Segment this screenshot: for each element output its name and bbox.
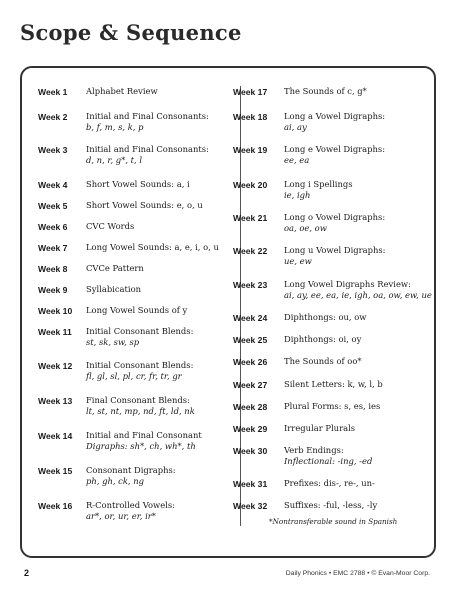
week-entry: [233, 423, 433, 435]
week-entry: [233, 334, 433, 346]
week-label: Week 13: [38, 396, 73, 406]
week-label: Week 4: [38, 180, 68, 190]
week-label: Week 10: [38, 306, 73, 316]
week-entry: [38, 221, 234, 233]
week-label: Week 9: [38, 285, 68, 295]
week-topic-detail: ie, igh: [284, 190, 311, 200]
week-topic: Verb Endings:: [284, 445, 344, 455]
week-topic: Syllabication: [86, 284, 142, 294]
week-topic: Diphthongs: ou, ow: [284, 312, 367, 322]
week-label: Week 30: [233, 446, 268, 456]
week-label: Week 11: [38, 327, 72, 337]
week-entry: [233, 500, 433, 512]
week-entry: [38, 86, 234, 98]
week-label: Week 1: [38, 87, 68, 97]
week-topic: Initial Consonant Blends:: [86, 360, 194, 370]
week-entry: [233, 312, 433, 324]
week-topic: Irregular Plurals: [284, 423, 356, 433]
week-topic: Long Vowel Sounds: a, e, i, o, u: [86, 242, 219, 252]
week-label: Week 12: [38, 361, 73, 371]
week-entry: [233, 279, 433, 301]
week-topic: Long a Vowel Digraphs:: [284, 111, 386, 121]
footnote: *Nontransferable sound in Spanish: [269, 517, 398, 526]
week-label: Week 3: [38, 145, 68, 155]
week-entry: [38, 144, 234, 166]
week-label: Week 21: [233, 213, 268, 223]
week-label: Week 26: [233, 357, 268, 367]
week-entry: [38, 284, 234, 296]
week-topic-detail: b, f, m, s, k, p: [86, 122, 144, 132]
week-label: Week 5: [38, 201, 68, 211]
week-topic-detail: ue, ew: [284, 256, 312, 266]
week-topic: Long e Vowel Digraphs:: [284, 144, 386, 154]
week-entry: [233, 245, 433, 267]
week-topic: CVC Words: [86, 221, 135, 231]
week-label: Week 16: [38, 501, 73, 511]
week-topic: Short Vowel Sounds: a, i: [86, 179, 190, 189]
week-label: Week 17: [233, 87, 268, 97]
week-topic: Short Vowel Sounds: e, o, u: [86, 200, 203, 210]
week-label: Week 14: [38, 431, 73, 441]
week-entry: [38, 179, 234, 191]
week-label: Week 23: [233, 280, 268, 290]
week-topic: Initial Consonant Blends:: [86, 326, 194, 336]
week-topic: Silent Letters: k, w, l, b: [284, 379, 383, 389]
week-entry: [38, 111, 234, 133]
week-label: Week 32: [233, 501, 268, 511]
week-label: Week 27: [233, 380, 268, 390]
week-entry: [38, 430, 234, 452]
week-label: Week 20: [233, 180, 268, 190]
week-topic: Prefixes: dis-, re-, un-: [284, 478, 375, 488]
week-topic: The Sounds of c, g*: [284, 86, 367, 96]
week-label: Week 22: [233, 246, 268, 256]
page-title: Scope & Sequence: [20, 20, 242, 45]
week-topic-detail: ai, ay, ee, ea, ie, igh, oa, ow, ew, ue: [284, 290, 432, 300]
week-topic: Plural Forms: s, es, ies: [284, 401, 381, 411]
week-entry: [233, 445, 433, 467]
week-entry: [38, 263, 234, 275]
week-topic: Alphabet Review: [86, 86, 158, 96]
week-topic-detail: fl, gl, sl, pl, cr, fr, tr, gr: [86, 371, 182, 381]
publisher-credit: Daily Phonics • EMC 2788 • © Evan-Moor Corp.: [285, 570, 430, 577]
week-label: Week 7: [38, 243, 68, 253]
week-entry: [233, 144, 433, 166]
week-entry: [38, 305, 234, 317]
week-topic-detail: st, sk, sw, sp: [86, 337, 140, 347]
week-entry: [233, 379, 433, 391]
week-topic: R-Controlled Vowels:: [86, 500, 175, 510]
week-topic: Diphthongs: oi, oy: [284, 334, 362, 344]
week-entry: [233, 478, 433, 490]
week-topic: Consonant Digraphs:: [86, 465, 176, 475]
week-topic: Initial and Final Consonants:: [86, 111, 209, 121]
week-entry: [38, 500, 234, 522]
week-topic: CVCe Pattern: [86, 263, 144, 273]
week-topic-detail: ar*, or, ur, er, ir*: [86, 511, 156, 521]
week-entry: [233, 401, 433, 413]
week-topic-detail: oa, oe, ow: [284, 223, 327, 233]
week-topic: Initial and Final Consonants:: [86, 144, 209, 154]
week-entry: [38, 242, 234, 254]
week-topic-detail: ph, gh, ck, ng: [86, 476, 145, 486]
week-topic-detail: ai, ay: [284, 122, 307, 132]
page-number: 2: [24, 568, 30, 578]
week-entry: [38, 200, 234, 212]
week-entry: [233, 212, 433, 234]
week-topic: Long o Vowel Digraphs:: [284, 212, 386, 222]
week-topic: Long u Vowel Digraphs:: [284, 245, 386, 255]
week-label: Week 8: [38, 264, 68, 274]
week-entry: [38, 360, 234, 382]
week-entry: [233, 356, 433, 368]
week-topic-detail: lt, st, nt, mp, nd, ft, ld, nk: [86, 406, 195, 416]
scope-sequence-box: [20, 66, 436, 558]
week-topic: Final Consonant Blends:: [86, 395, 190, 405]
week-label: Week 29: [233, 424, 268, 434]
week-topic-detail: Inflectional: -ing, -ed: [284, 456, 373, 466]
week-label: Week 19: [233, 145, 268, 155]
week-label: Week 31: [233, 479, 268, 489]
week-entry: [233, 86, 433, 98]
week-entry: [233, 179, 433, 201]
week-topic-detail: Digraphs: sh*, ch, wh*, th: [86, 441, 196, 451]
week-topic: The Sounds of oo*: [284, 356, 362, 366]
week-topic: Long Vowel Sounds of y: [86, 305, 188, 315]
week-topic: Long Vowel Digraphs Review:: [284, 279, 411, 289]
week-entry: [38, 326, 234, 348]
week-entry: [233, 111, 433, 133]
week-topic: Long i Spellings: [284, 179, 353, 189]
week-entry: [38, 395, 234, 417]
week-label: Week 15: [38, 466, 73, 476]
week-topic-detail: ee, ea: [284, 155, 310, 165]
week-label: Week 28: [233, 402, 268, 412]
week-label: Week 24: [233, 313, 268, 323]
week-label: Week 18: [233, 112, 268, 122]
week-label: Week 25: [233, 335, 268, 345]
week-topic-detail: d, n, r, g*, t, l: [86, 155, 143, 165]
week-topic: Initial and Final Consonant: [86, 430, 202, 440]
week-topic: Suffixes: -ful, -less, -ly: [284, 500, 378, 510]
week-label: Week 6: [38, 222, 68, 232]
week-entry: [38, 465, 234, 487]
week-label: Week 2: [38, 112, 68, 122]
